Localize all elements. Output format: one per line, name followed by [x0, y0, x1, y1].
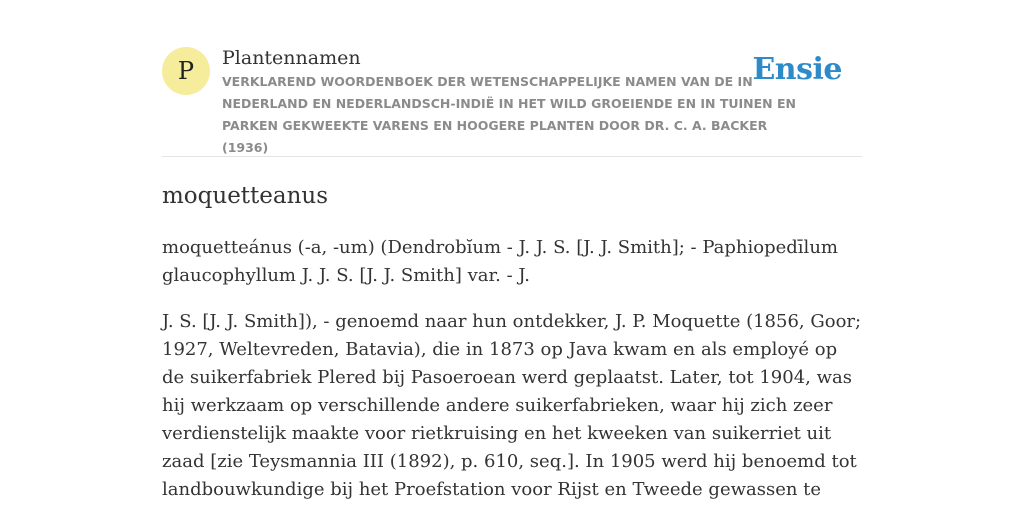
entry-paragraph: moquetteánus (-a, -um) (Dendrobĭum - J. J. S. [J. J. Smith]; - Paphiopedīlum glaucophyllum J. J. S. [J. J. Smith] var. - J.	[162, 237, 838, 286]
entry-title: moquetteanus	[162, 183, 329, 209]
avatar[interactable]	[162, 47, 210, 95]
site-subtitle: VERKLAREND WOORDENBOEK DER WETENSCHAPPELIJKE NAMEN VAN DE IN NEDERLAND EN NEDERLANDSCH-INDIË IN HET WILD GROEIENDE EN IN TUINEN EN PARKEN GEKWEEKTE VARENS EN HOOGERE PLANTEN DOOR DR. C. A. BACKER (1936)	[222, 74, 796, 155]
site-title[interactable]: Plantennamen	[222, 47, 361, 69]
site-header	[162, 0, 862, 157]
entry-body	[162, 234, 862, 512]
content-container	[162, 0, 862, 500]
entry-paragraph: J. S. [J. J. Smith]), - genoemd naar hun ontdekker, J. P. Moquette (1856, Goor; 1927, Weltevreden, Batavia), die in 1873 op Java kwam en als employé op de suikerfabriek Plered bij Pasoeroean werd geplaatst. Later, tot 1904, was hij werkzaam op verschillende andere suikerfabrieken, waar hij zich zeer verdienstelijk maakte voor rietkruising en het kweeken van suikerriet uit zaad [zie Teysmannia III (1892), p. 610, seq.]. In 1905 werd hij benoemd tot landbouwkundige bij het Proefstation voor Rijst en Tweede gewassen te	[162, 311, 862, 500]
avatar-letter: P	[177, 57, 195, 85]
ensie-logo[interactable]: Ensie	[752, 52, 842, 87]
